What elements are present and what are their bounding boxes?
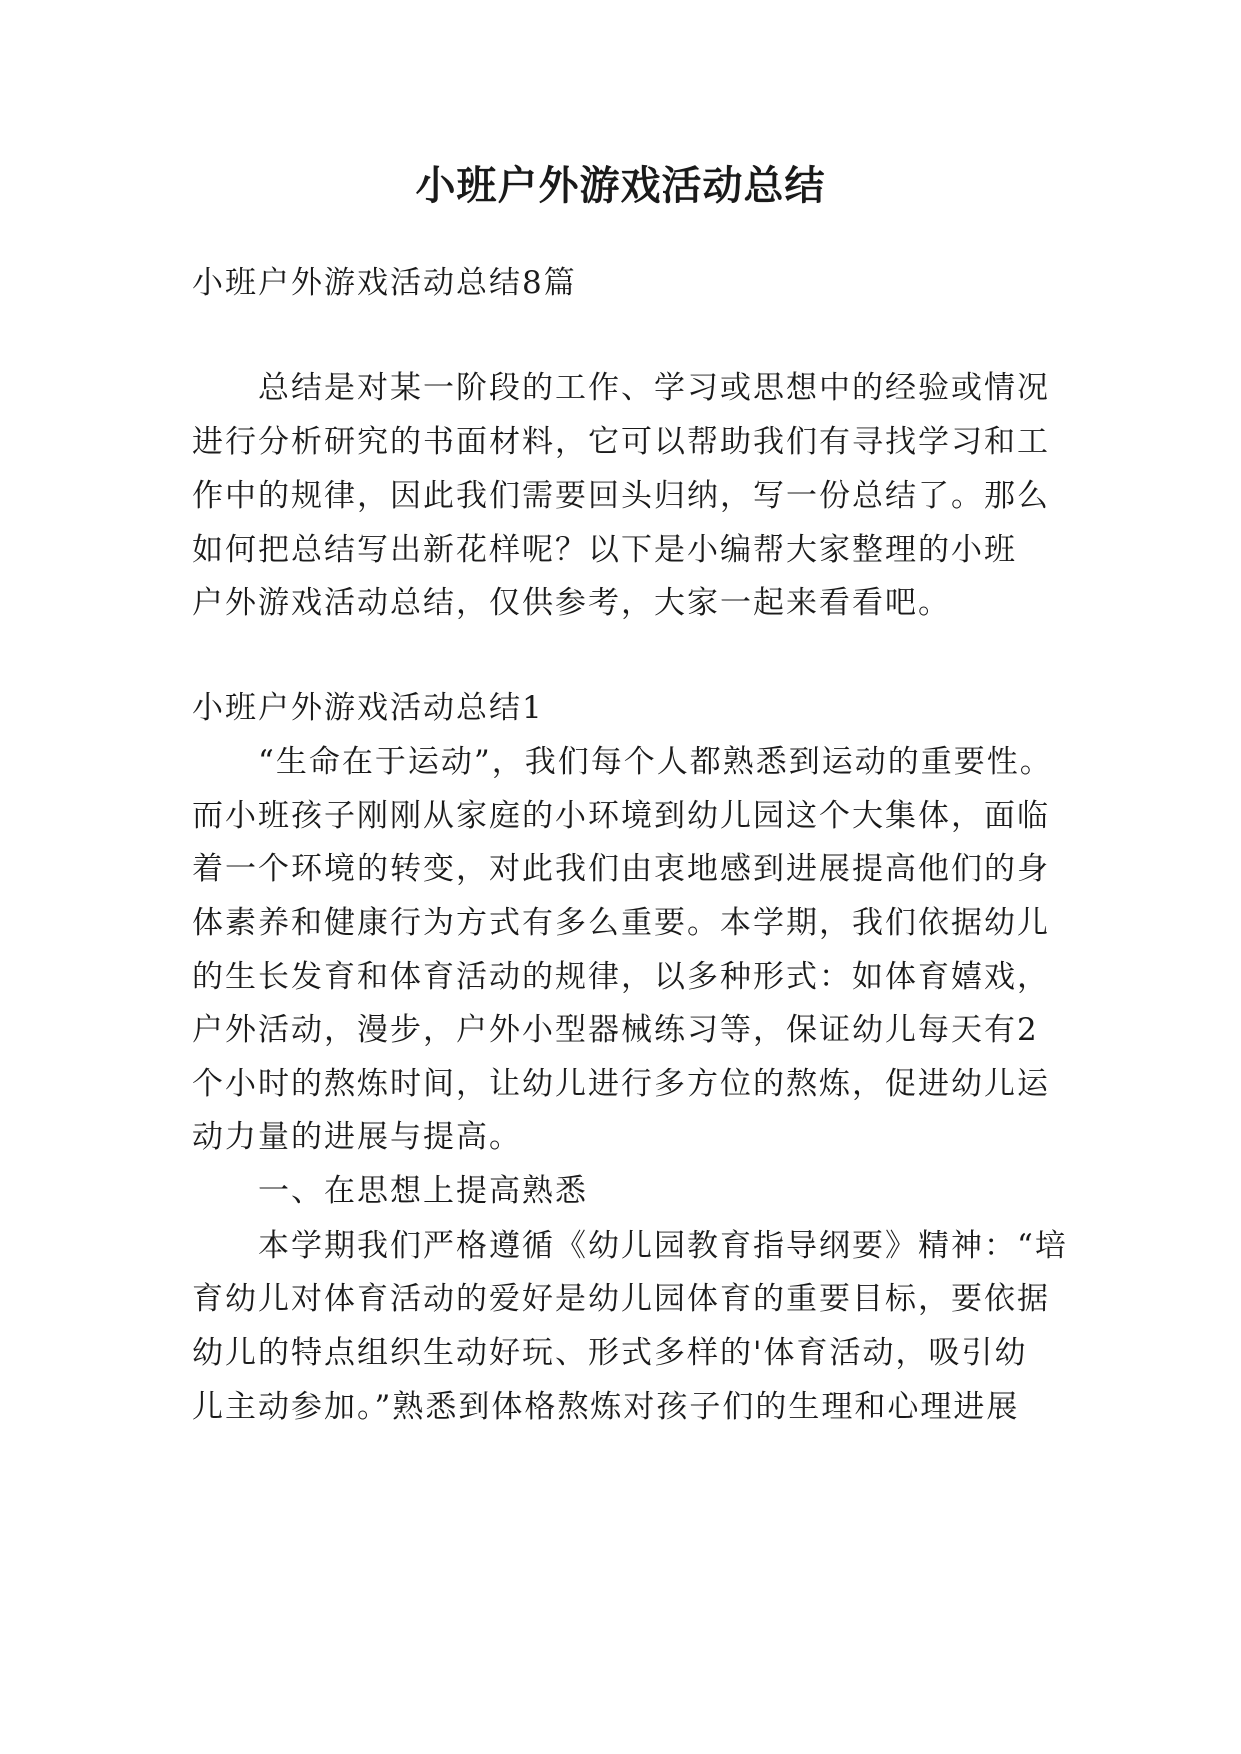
intro-line: 如何把总结写出新花样呢？以下是小编帮大家整理的小班 [192,532,1017,568]
intro-line: 户外游戏活动总结，仅供参考，大家一起来看看吧。 [192,585,951,621]
paragraph-line: 育幼儿对体育活动的爱好是幼儿园体育的重要目标，要依据 [192,1281,1050,1317]
paragraph-line: 动力量的进展与提高。 [192,1119,522,1155]
paragraph-line: 的生长发育和体育活动的规律，以多种形式：如体育嬉戏， [192,959,1050,995]
paragraph-line: 户外活动，漫步，户外小型器械练习等，保证幼儿每天有2 [192,1012,1039,1048]
paragraph-line: 本学期我们严格遵循《幼儿园教育指导纲要》精神：“培 [258,1228,1068,1264]
paragraph-line: 体素养和健康行为方式有多么重要。本学期，我们依据幼儿 [192,905,1050,941]
paragraph-line: 而小班孩子刚刚从家庭的小环境到幼儿园这个大集体，面临 [192,798,1050,834]
paragraph-line: 着一个环境的转变，对此我们由衷地感到进展提高他们的身 [192,851,1050,887]
intro-line: 总结是对某一阶段的工作、学习或思想中的经验或情况 [258,370,1050,406]
paragraph-line: 幼儿的特点组织生动好玩、形式多样的'体育活动，吸引幼 [192,1335,1028,1371]
paragraph-line: 个小时的熬炼时间，让幼儿进行多方位的熬炼，促进幼儿运 [192,1066,1050,1102]
intro-line: 进行分析研究的书面材料，它可以帮助我们有寻找学习和工 [192,424,1050,460]
paragraph-line: “生命在于运动”，我们每个人都熟悉到运动的重要性。 [258,744,1053,780]
paragraph-line: 儿主动参加。”熟悉到体格熬炼对孩子们的生理和心理进展 [192,1389,1020,1425]
subheading: 一、在思想上提高熟悉 [258,1173,588,1209]
intro-line: 作中的规律，因此我们需要回头归纳，写一份总结了。那么 [192,478,1050,514]
section-heading: 小班户外游戏活动总结1 [192,690,544,726]
document-subtitle: 小班户外游戏活动总结8篇 [192,265,577,301]
document-title: 小班户外游戏活动总结 [415,163,826,209]
